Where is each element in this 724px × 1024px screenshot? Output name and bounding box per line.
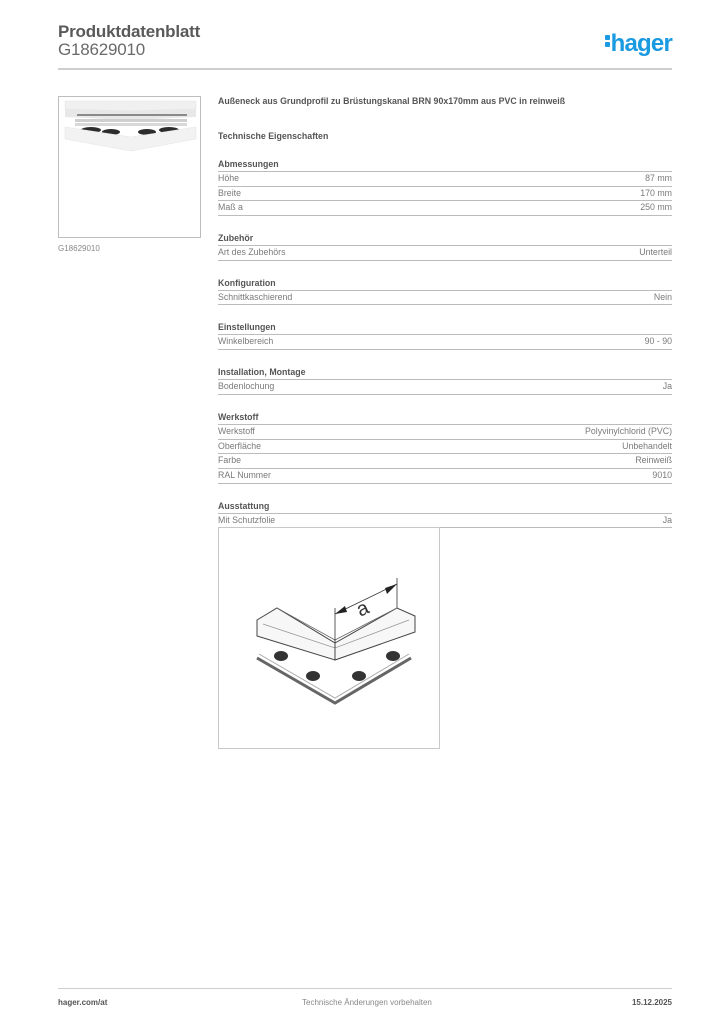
row-label: Farbe bbox=[218, 455, 241, 466]
row-label: Schnittkaschierend bbox=[218, 291, 293, 302]
row-value: 9010 bbox=[652, 469, 672, 480]
row-value: Ja bbox=[662, 514, 672, 525]
section-title: Einstellungen bbox=[218, 322, 672, 335]
footer-divider bbox=[58, 988, 672, 989]
row-label: Winkelbereich bbox=[218, 336, 274, 347]
row-value: 170 mm bbox=[640, 187, 672, 198]
cable-duct-corner-photo-icon bbox=[59, 97, 201, 238]
svg-text:a: a bbox=[353, 596, 373, 622]
section-title: Abmessungen bbox=[218, 159, 672, 172]
logo-text: hager bbox=[610, 30, 672, 57]
table-row bbox=[218, 425, 672, 440]
hager-logo bbox=[605, 30, 672, 58]
section-title: Installation, Montage bbox=[218, 367, 672, 380]
table-row bbox=[218, 172, 672, 187]
technical-properties-heading: Technische Eigenschaften bbox=[218, 131, 329, 141]
table-row bbox=[218, 201, 672, 216]
table-row bbox=[218, 291, 672, 306]
document-header bbox=[58, 20, 672, 70]
table-row bbox=[218, 440, 672, 455]
header-divider bbox=[58, 68, 672, 70]
footer-date: 15.12.2025 bbox=[631, 998, 672, 1007]
section-installation-montage bbox=[218, 367, 672, 395]
row-value: Ja bbox=[662, 381, 672, 392]
row-label: RAL Nummer bbox=[218, 469, 271, 480]
section-title: Zubehör bbox=[218, 233, 672, 246]
row-value: Unbehandelt bbox=[622, 440, 672, 451]
article-number: G18629010 bbox=[58, 40, 146, 59]
table-row bbox=[218, 469, 672, 484]
row-value: Polyvinylchlorid (PVC) bbox=[584, 425, 672, 436]
row-value: 90 - 90 bbox=[644, 336, 672, 347]
table-row bbox=[218, 187, 672, 202]
row-label: Höhe bbox=[218, 173, 240, 183]
footer-website-link[interactable]: hager.com/at bbox=[58, 998, 108, 1007]
table-row bbox=[218, 246, 672, 261]
corner-dimension-drawing-icon bbox=[219, 528, 439, 748]
section-title: Ausstattung bbox=[218, 501, 672, 514]
logo-colon-icon bbox=[605, 33, 611, 49]
product-image-caption: G18629010 bbox=[58, 244, 100, 253]
document-title: Produktdatenblatt bbox=[58, 22, 201, 41]
footer-notice: Technische Änderungen vorbehalten bbox=[302, 998, 432, 1007]
section-werkstoff bbox=[218, 412, 672, 484]
row-label: Mit Schutzfolie bbox=[218, 514, 276, 525]
row-label: Oberfläche bbox=[218, 440, 262, 451]
row-value: Unterteil bbox=[639, 247, 672, 258]
row-label: Werkstoff bbox=[218, 425, 255, 436]
row-label: Maß a bbox=[218, 202, 243, 213]
product-photo bbox=[58, 96, 201, 238]
section-zubehoer bbox=[218, 233, 672, 261]
row-value: 250 mm bbox=[640, 202, 672, 213]
section-ausstattung bbox=[218, 501, 672, 529]
row-label: Bodenlochung bbox=[218, 381, 275, 392]
row-value: Nein bbox=[653, 291, 672, 302]
table-row bbox=[218, 454, 672, 469]
section-abmessungen bbox=[218, 159, 672, 216]
table-row bbox=[218, 335, 672, 350]
section-einstellungen bbox=[218, 322, 672, 350]
row-label: Breite bbox=[218, 187, 241, 198]
row-value: Reinweiß bbox=[635, 455, 672, 466]
section-title: Werkstoff bbox=[218, 412, 672, 425]
row-value: 87 mm bbox=[645, 173, 672, 183]
section-konfiguration bbox=[218, 278, 672, 306]
technical-drawing bbox=[218, 527, 440, 749]
product-description: Außeneck aus Grundprofil zu Brüstungskanal BRN 90x170mm aus PVC in reinweiß bbox=[218, 96, 566, 106]
row-label: Art des Zubehörs bbox=[218, 247, 286, 258]
table-row bbox=[218, 380, 672, 395]
product-details bbox=[218, 96, 672, 559]
section-title: Konfiguration bbox=[218, 278, 672, 291]
